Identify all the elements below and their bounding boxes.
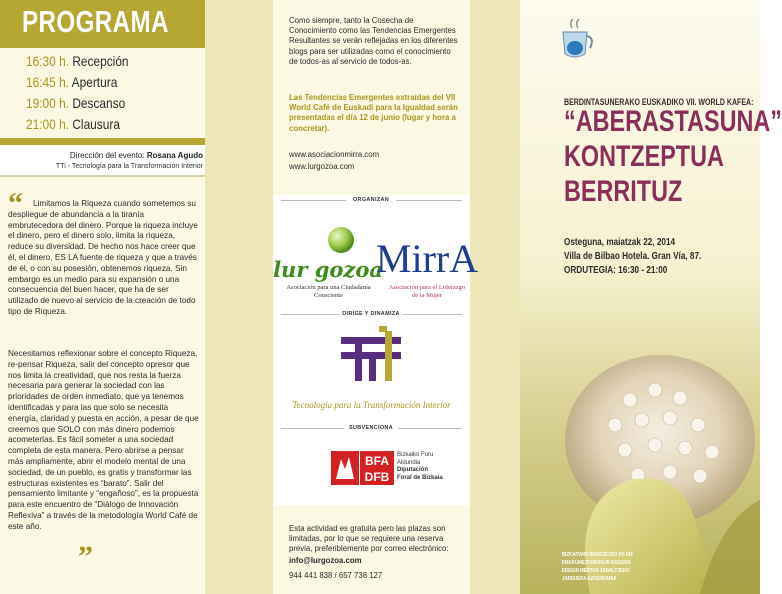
coffee-cup-icon — [560, 18, 596, 62]
lur-gozoa-caption: Asociación para una Ciudadanía Consciente — [286, 284, 371, 299]
mirra-caption: Asociación para el Liderazgo de la Mujer — [388, 284, 466, 299]
subvenciona-label: SUBVENCIONA — [344, 425, 398, 431]
event-date: Osteguna, maiatzak 22, 2014 — [564, 236, 676, 248]
event-name: BERDINTASUNERAKO EUSKADIKO VII. WORLD KAFEA: — [564, 97, 754, 107]
program-title: PROGRAMA — [22, 4, 169, 39]
quote-paragraph-1: Limitamos la Riqueza cuando sometemos su despliegue de abundancia a la tiranía embrutecedora del dinero. Porque la riqueza incluye el dinero, pero el dinero solo, limita la riqueza, reduce su diversidad. De hecho nos hace creer que él, el dinero, ES LA fuente de riqueza y que a través de él, o con su posesión, obtenemos riqueza. Sin embargo es un medio para su expansión o una consecuencia del buen hacer, que ha de ser utilizado de nuevo al servicio de la creación de todo tipo de Riqueza. — [8, 199, 198, 316]
mirra-logo — [375, 210, 479, 281]
sponsors-panel — [273, 0, 479, 594]
tti-caption: Tecnología para la Transformación Interior — [292, 400, 451, 410]
link-lurgozoa[interactable]: www.lurgozoa.com — [289, 162, 355, 171]
fold-strip — [205, 0, 273, 594]
contact-email[interactable]: info@lurgozoa.com — [289, 556, 362, 565]
cover-title-line-3: BERRITUZ — [564, 175, 683, 208]
dirige-label: DIRIGE Y DINAMIZA — [339, 311, 403, 317]
schedule-item: 19:00 h. Descanso — [26, 95, 126, 111]
bfa-caption: Bizkaiko Foru Aldundia Diputación Foral de Bizkaia — [397, 452, 443, 481]
quote-open-icon: “ — [8, 187, 23, 220]
registration-text: Esta actividad es gratuita pero las plazas son limitadas, por lo que se requiere una reserva previa, preferiblemente por correo electrónico: — [289, 524, 449, 554]
quote-close-icon: ” — [78, 540, 93, 573]
cover-title-line-1: “ABERASTASUNA” — [564, 105, 782, 138]
event-time: ORDUTEGIA: 16:30 - 21:00 — [564, 264, 668, 276]
cover-footer-line: BIZKAITARR BIZIKIZEZKO [HI HIZ — [562, 552, 633, 558]
cover-panel — [520, 0, 782, 594]
event-place: Villa de Bilbao Hotela. Gran Vía, 87. — [564, 250, 702, 262]
allium-flower-image — [520, 330, 760, 594]
bfa-emblem — [331, 451, 359, 485]
program-panel — [0, 0, 205, 594]
cover-footer-line: JARDUERA AZKENDARIA — [562, 576, 617, 582]
organizan-label: ORGANIZAN — [346, 197, 396, 203]
schedule-item: 16:45 h. Apertura — [26, 74, 118, 90]
intro-text: Como siempre, tanto la Cosecha de Conocimiento como las Tendencias Emergentes Resultantes se verán reflejadas en los diferentes blogs para ser utilizadas como el conocimiento de todos-as al servicio de todos-as. — [289, 16, 458, 66]
schedule-item: 21:00 h. Clausura — [26, 116, 120, 132]
cover-title-line-2: KONTZEPTUA — [564, 140, 724, 173]
event-director: Dirección del evento: Rosana Agudo TTi - Tecnología para la Transformación Interior — [55, 151, 203, 170]
quote-paragraph-2: Necesitamos reflexionar sobre el concepto Riqueza, re-pensar Riqueza, salir del concepto opresor que nos limita la creatividad, que nos resta la fuerza necesaria para generar la sociedad con las prioridades de orden inmediato, que ya tenemos identificadas y para las que solo se necesita energía, claridad y puesta en acción, a pesar de que creemos que SOLO con más dinero podemos acometerlas. Es fácil someter a una sociedad completa de esta manera. Pero abrirse a pensar más ampliamente, abrir el modelo mental de una sociedad, de un pueblo, es gratis y transformar las estructuras existentes es “barato”. Salir del pensamiento limitante y “engañoso”, es la propuesta para este encuentro de “Diálogo de Innovación Reflexiva” a través de la metodología World Café de este año. — [8, 349, 199, 531]
tti-logo — [339, 325, 405, 385]
fold-strip — [470, 0, 520, 594]
schedule-divider — [0, 138, 205, 145]
cover-footer-line: EMAKUMEZKOENGUR DAGOEN — [562, 560, 631, 566]
highlight-text: Las Tendencias Emergentes extraídas del VII World Café de Euskadi para la Igualdad serán presentadas el día 12 de junio (lugar y hora a concretar). — [289, 93, 458, 133]
bfa-acronym: BFA DFB — [360, 451, 394, 485]
lur-gozoa-name: lur gozoa — [273, 257, 383, 282]
contact-phone: 944 441 838 / 657 738 127 — [289, 571, 383, 580]
schedule-item: 16:30 h. Recepción — [26, 53, 129, 69]
link-asociacionmirra[interactable]: www.asociacionmirra.com — [289, 150, 380, 159]
mirra-name: MirrA — [375, 236, 479, 281]
cover-footer-line: EDEGIN MENTUA ZABALTZEKO — [562, 568, 630, 574]
website-links — [289, 149, 461, 173]
